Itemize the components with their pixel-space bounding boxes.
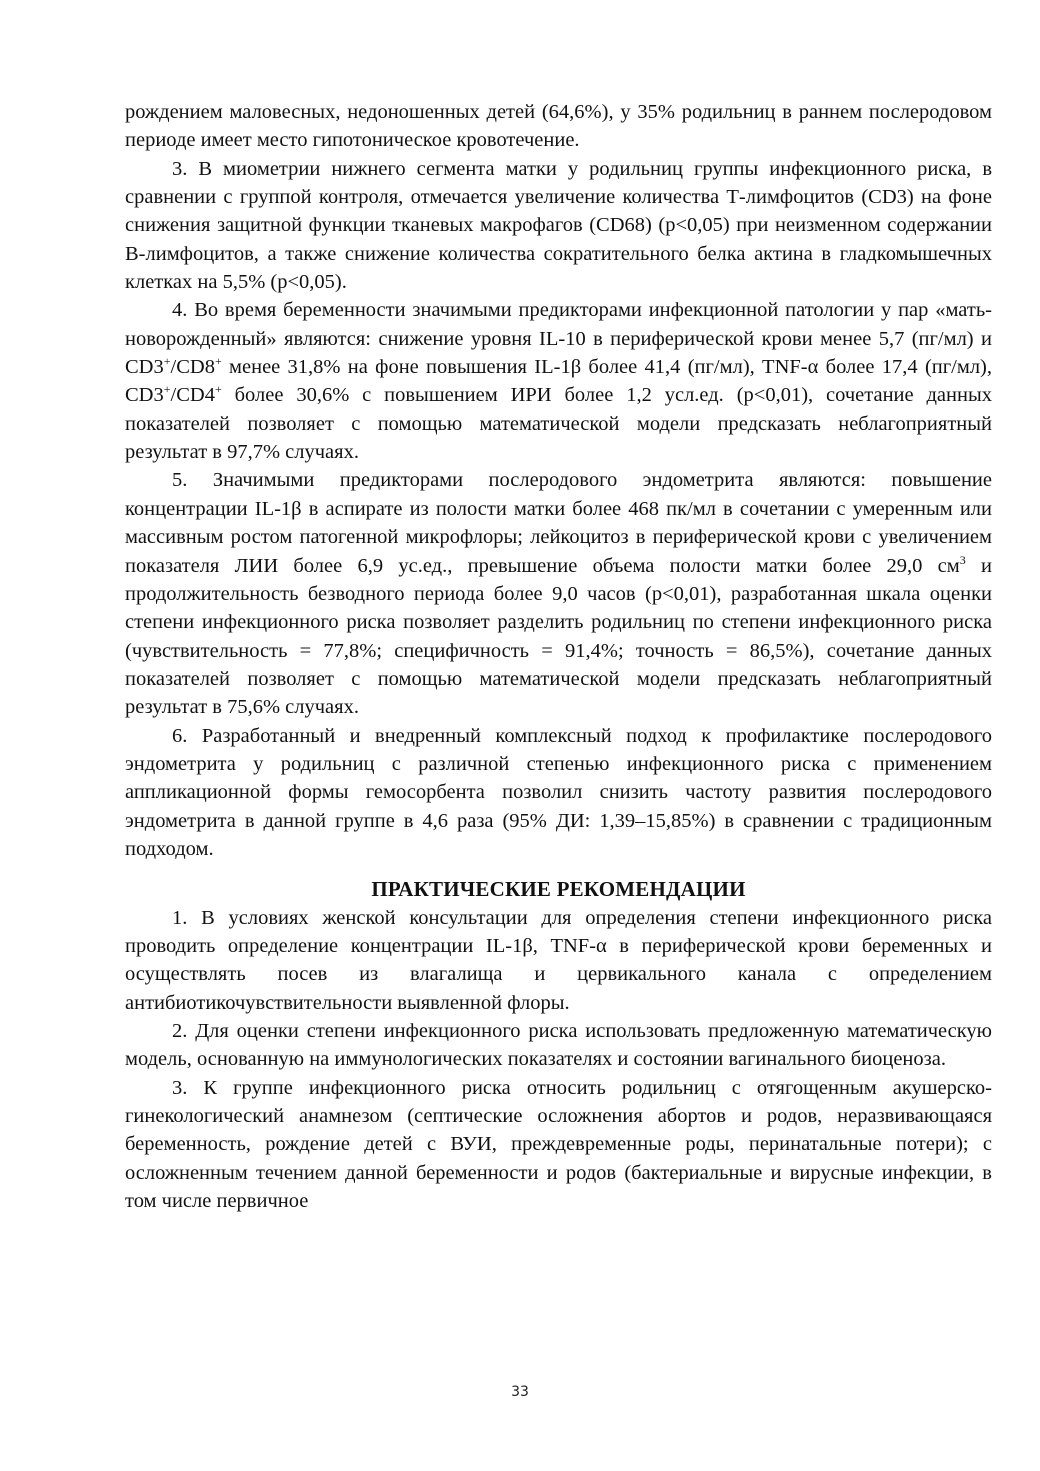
conclusion-5: [125, 466, 992, 721]
recommendation-2: 2. Для оценки степени инфекционного риска использовать предложенную математическую модель, основанную на иммунологических показателях и состоянии вагинального биоценоза.: [125, 1020, 992, 1071]
superscript-cube: 3: [959, 552, 966, 567]
conclusion-4-text-e: более 30,6% с повышением ИРИ более 1,2 усл.ед. (p<0,01), сочетание данных показателей позволяет с помощью математической модели предсказать неблагоприятный результат в 97,7% случаях.: [125, 384, 992, 464]
superscript-plus: +: [163, 354, 171, 369]
superscript-plus: +: [214, 382, 222, 397]
conclusion-4-text-d: /CD4: [170, 384, 215, 407]
conclusion-4: [125, 296, 992, 466]
conclusion-4-text-a: 4. Во время беременности значимыми предикторами инфекционной патологии у пар «мать-новорожденный» являются: снижение уровня IL-10 в периферической крови менее 5,7 (пг/мл) и CD3: [125, 299, 992, 379]
conclusion-4-text-c: менее 31,8% на фоне повышения IL-1β более 41,4 (пг/мл), TNF-α более 17,4 (пг/мл), CD3: [125, 356, 992, 407]
conclusion-6: 6. Разработанный и внедренный комплексный подход к профилактике послеродового эндометрита у родильниц с различной степенью инфекционного риска с применением аппликационной формы гемосорбента позволил снизить частоту развития послеродового эндометрита в данной группе в 4,6 раза (95% ДИ: 1,39–15,85%) в сравнении с традиционным подходом.: [125, 724, 992, 860]
page-number: 33: [511, 1384, 529, 1400]
paragraph-continuation: рождением маловесных, недоношенных детей (64,6%), у 35% родильниц в раннем послеродовом периоде имеет место гипотоническое кровотечение.: [125, 101, 992, 152]
superscript-plus: +: [214, 354, 222, 369]
superscript-plus: +: [163, 382, 171, 397]
conclusion-4-text-b: /CD8: [170, 356, 215, 379]
conclusion-5-text-a: 5. Значимыми предикторами послеродового эндометрита являются: повышение концентрации IL-1β в аспирате из полости матки более 468 пк/мл в сочетании с умеренным или массивным ростом патогенной микрофлоры; лейкоцитоз в периферической крови с увеличением показателя ЛИИ более 6,9 ус.ед., превышение объема полости матки более 29,0 см: [125, 469, 992, 577]
document-page: [125, 98, 992, 1215]
section-heading: ПРАКТИЧЕСКИЕ РЕКОМЕНДАЦИИ: [371, 877, 746, 902]
recommendation-1: 1. В условиях женской консультации для определения степени инфекционного риска проводить определение концентрации IL-1β, TNF-α в периферической крови беременных и осуществлять посев из влагалища и цервикального канала с определением антибиотикочувствительности выявленной флоры.: [125, 906, 992, 1014]
conclusion-5-text-b: и продолжительность безводного периода более 9,0 часов (p<0,01), разработанная шкала оценки степени инфекционного риска позволяет разделить родильниц по степени инфекционного риска (чувствительность = 77,8%; специфичность = 91,4%; точность = 86,5%), сочетание данных показателей позволяет с помощью математической модели предсказать неблагоприятный результат в 75,6% случаях.: [125, 554, 992, 719]
recommendation-3: 3. К группе инфекционного риска относить родильниц с отягощенным акушерско-гинекологический анамнезом (септические осложнения абортов и родов, неразвивающаяся беременность, рождение детей с ВУИ, преждевременные роды, перинатальные потери); с осложненным течением данной беременности и родов (бактериальные и вирусные инфекции, в том числе первичное: [125, 1076, 992, 1213]
conclusion-3: 3. В миометрии нижнего сегмента матки у родильниц группы инфекционного риска, в сравнении с группой контроля, отмечается увеличение количества Т-лимфоцитов (CD3) на фоне снижения защитной функции тканевых макрофагов (CD68) (p<0,05) при неизменном содержании В-лимфоцитов, а также снижение количества сократительного белка актина в гладкомышечных клетках на 5,5% (p<0,05).: [125, 157, 992, 294]
